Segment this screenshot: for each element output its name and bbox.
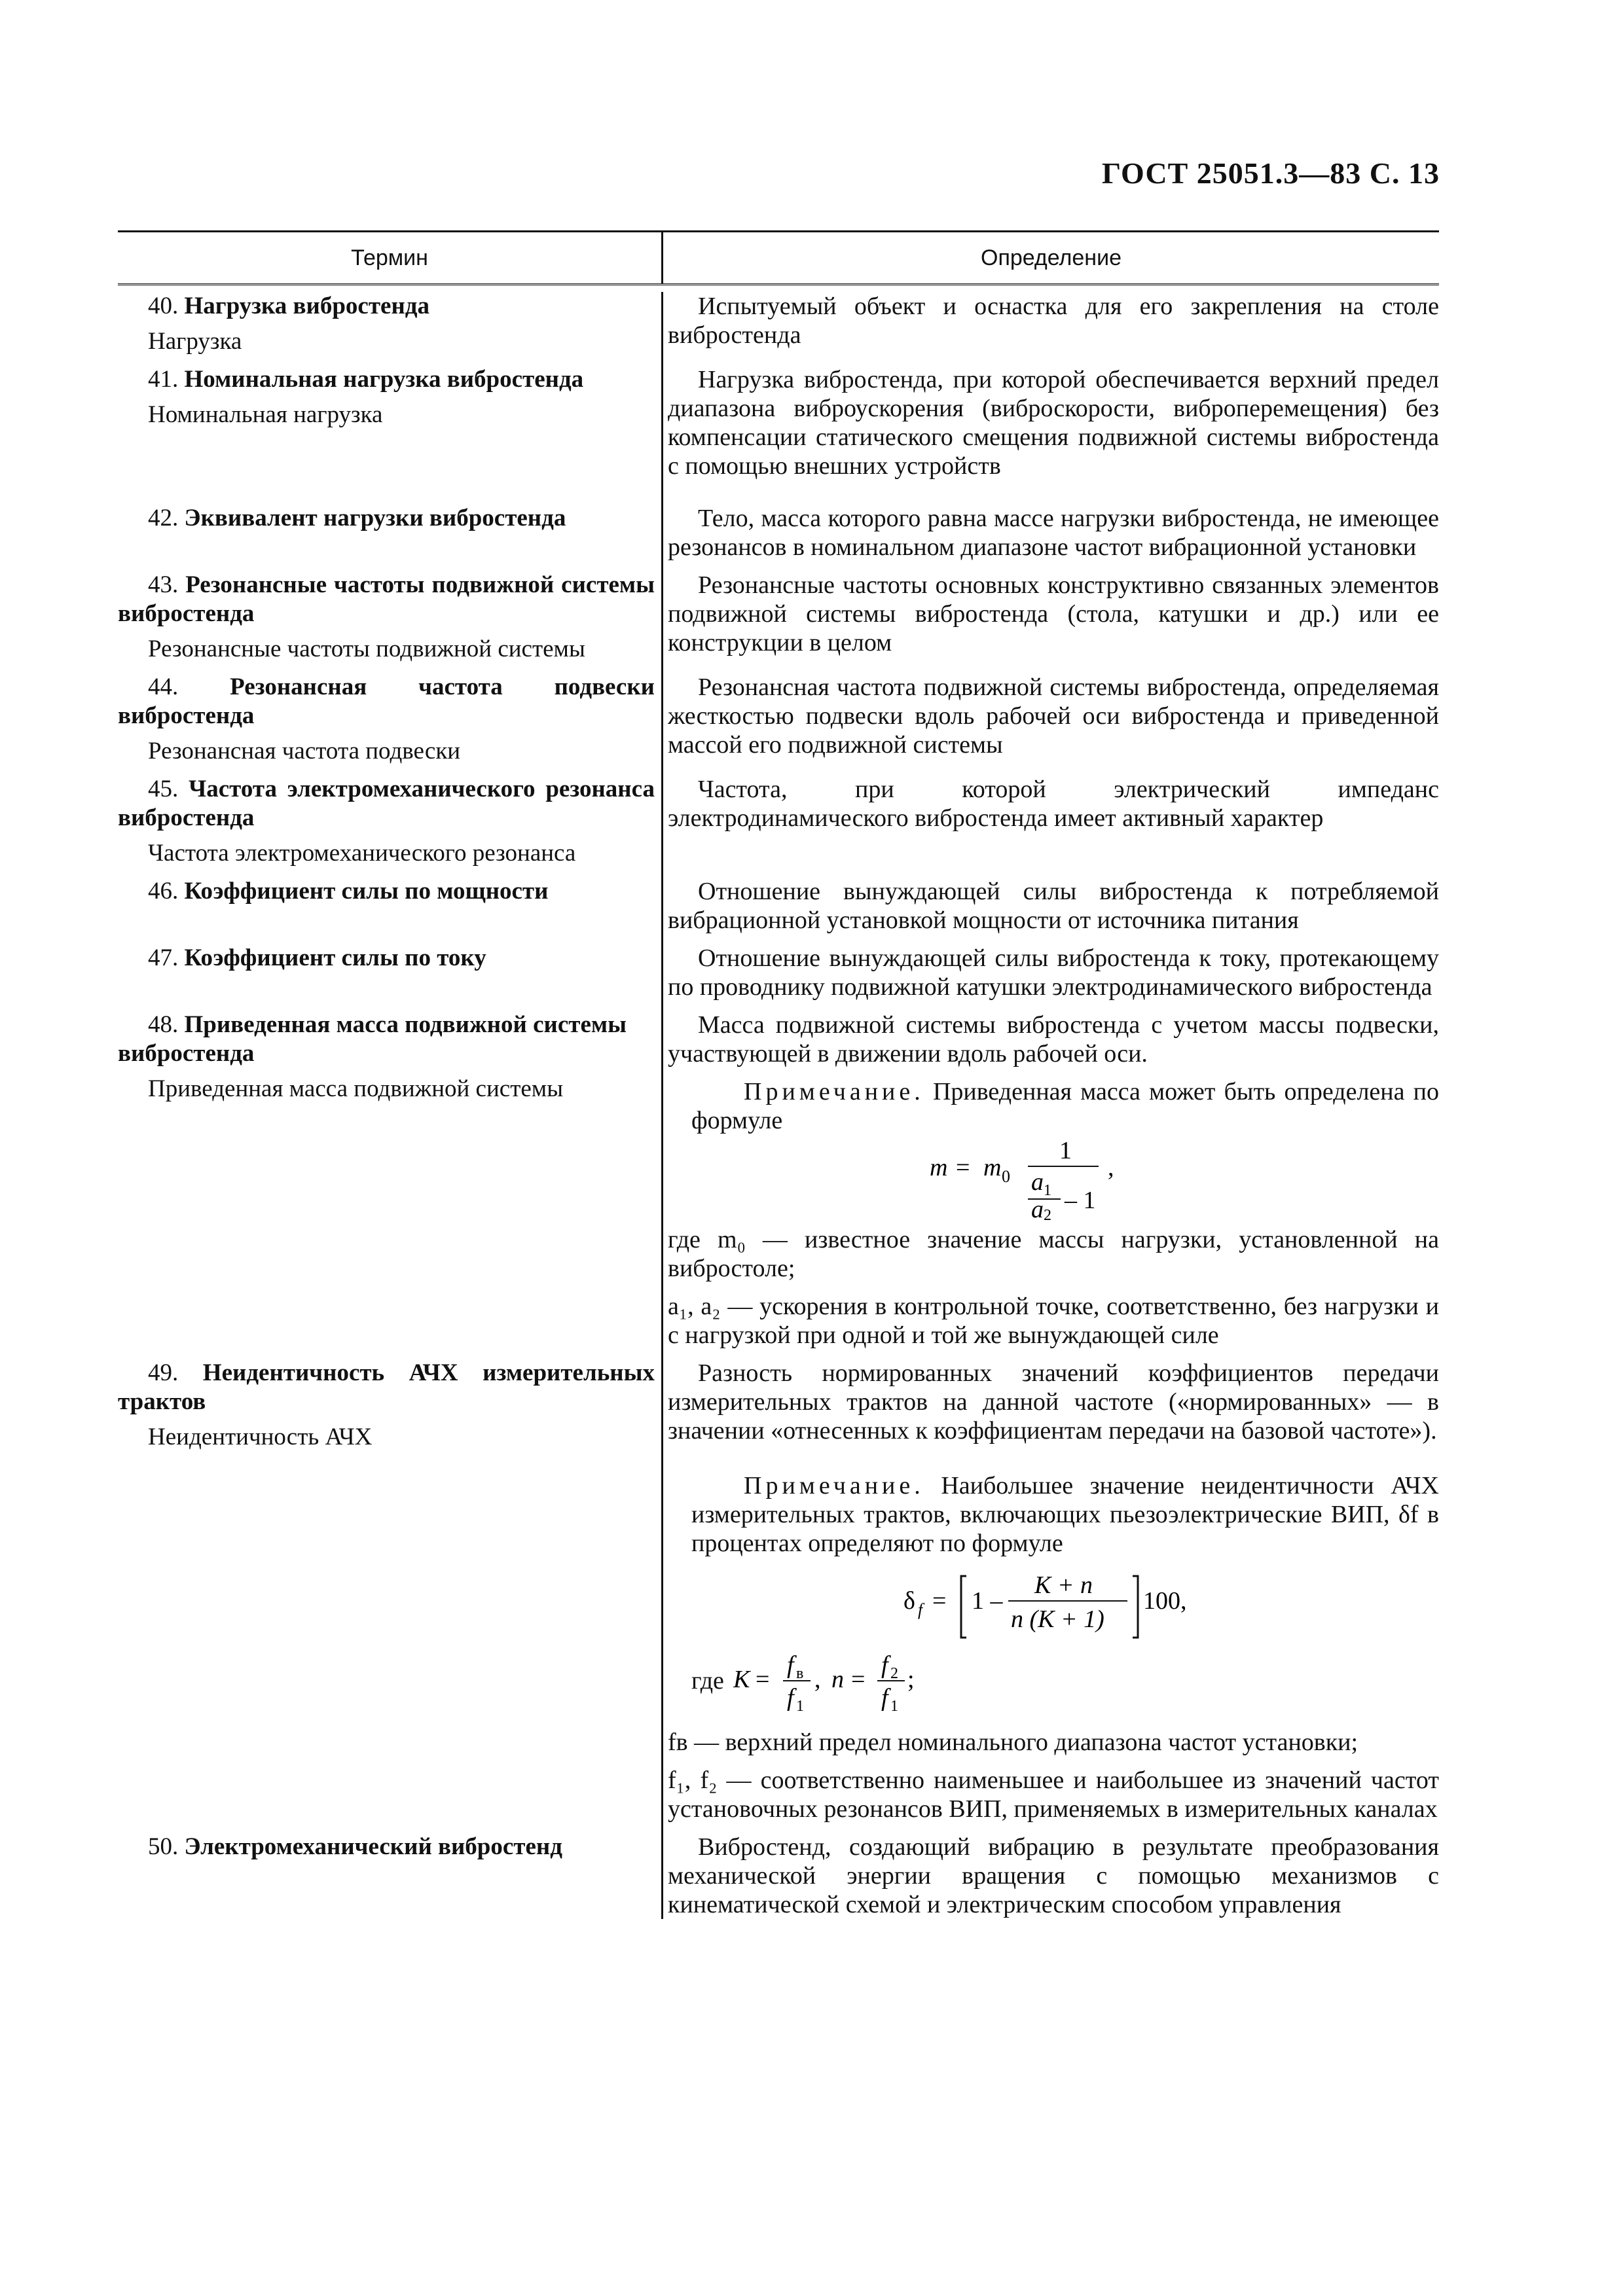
svg-text:f: f [918,1600,923,1619]
table-row: 40. Нагрузка вибростенда Нагрузка Испытуемый объект и оснастка для его закрепления на столе вибростенда [148,293,1439,355]
svg-text:– 1: – 1 [1065,1187,1096,1214]
note-label: Примечание. [744,1472,924,1499]
svg-text:,: , [814,1666,821,1693]
svg-text:100,: 100, [1143,1587,1187,1615]
terms-table [118,230,1439,1919]
svg-text:m: m [983,1154,1002,1181]
formula-m [668,1135,1439,1220]
table-row: 42. Эквивалент нагрузки вибростенда Тело, масса которого равна массе нагрузки вибростенда, не имеющее резонансов в номинальном диапазоне частот вибрационной установки [148,505,1439,561]
table-row: 44. Резонансная частота подвески вибростенда Резонансная частота подвески Резонансная частота подвижной системы вибростенда, определяемая жесткостью подвески вдоль рабочей оси вибростенда и приведенной массой его подвижной системы [118,673,1439,764]
table-header [118,230,1439,285]
svg-text:a: a [1031,1196,1044,1220]
document-header: ГОСТ 25051.3—83 С. 13 [1101,156,1440,190]
table-row: 41. Номинальная нагрузка вибростенда Номинальная нагрузка Нагрузка вибростенда, при которой обеспечивается верхний предел диапазона виброускорения (виброскорости, виброперемещения) без компенсации статического смещения подвижной системы вибростенда с помощью внешних устройств [148,366,1439,480]
formula-k-n: где K = f в f 1 , n = f 2 f 1 ; [691,1651,915,1715]
svg-text:2: 2 [890,1665,898,1682]
formula-delta [668,1558,1439,1643]
svg-text:0: 0 [1002,1167,1010,1186]
col-def-header: Определение [981,245,1122,270]
svg-text:;: ; [907,1666,915,1693]
svg-text:2: 2 [1044,1207,1051,1220]
svg-text:=: = [956,1154,970,1181]
svg-text:1: 1 [890,1698,898,1715]
svg-text:f: f [881,1684,888,1712]
svg-text:=: = [756,1666,770,1693]
svg-text:a: a [1031,1168,1044,1196]
svg-text:f: f [881,1651,888,1679]
note-label: Примечание. [744,1078,924,1105]
table-row: 50. Электромеханический вибростенд Вибростенд, создающий вибрацию в результате преобразования механической энергии вращения с помощью механизмов с кинематической схемой и электрическим способом управления [148,1833,1439,1918]
table-row: 43. Резонансные частоты подвижной системы вибростенда Резонансные частоты подвижной системы Резонансные частоты основных конструктивно связанных элементов подвижной системы вибростенда (стола, катушки и др.) или ее конструкции в целом [118,571,1439,662]
svg-text:f: f [787,1684,794,1712]
table-row: 46. Коэффициент силы по мощности Отношение вынуждающей силы вибростенда к потребляемой вибрационной установкой мощности от источника питания [148,878,1439,934]
svg-text:f: f [787,1651,794,1679]
svg-text:1 –: 1 – [972,1587,1003,1615]
svg-text:1: 1 [1059,1137,1072,1164]
svg-text:=: = [851,1666,866,1693]
table-row: 48. Приведенная масса подвижной системы вибростенда Приведенная масса подвижной системы Масса подвижной системы вибростенда с учетом массы подвески, участвующей в движении вдоль рабочей оси. Примечание. Приведенная масса может быть определена по формуле m = m 0 1 a 1 a 2 – 1 , где m₀ — известное значение массы нагрузки, установленной на вибростоле; a₁, a₂ — ускорения в контрольной точке, соответственно, без нагрузки и с нагрузкой при одной и той же вынуждающей силе [118,1011,1439,1349]
svg-text:1: 1 [1044,1182,1051,1199]
svg-text:n (K + 1): n (K + 1) [1011,1605,1104,1633]
svg-text:в: в [796,1665,804,1682]
table-row: 47. Коэффициент силы по току Отношение вынуждающей силы вибростенда к току, протекающему по проводнику подвижной катушки электродинамического вибростенда [148,944,1439,1001]
table-row: 49. Неидентичность АЧХ измерительных трактов Неидентичность АЧХ Разность нормированных значений коэффициентов передачи измерительных трактов на данной частоте («нормированных» — в значении «отнесенных к коэффициентам передачи на базовой частоте»). Примечание. Наибольшее значение неидентичности АЧХ измерительных трактов, включающих пьезоэлектрические ВИП, δf в процентах определяют по формуле δ f = 1 – K + n n (K + 1) 100, где K = f в f 1 , n = f 2 f 1 ; fв — верхний предел номинального диапазона частот установки; f₁, f₂ — соответственно наименьшее и наибольшее из значений частот установочных резонансов ВИП, применяемых в измерительных каналах [118,1359,1440,1823]
svg-text:K: K [733,1666,750,1693]
col-term-header: Термин [118,232,663,283]
table-body [118,292,1439,1919]
svg-text:n: n [831,1666,844,1693]
svg-text:=: = [932,1587,947,1615]
svg-text:,: , [1108,1154,1114,1181]
svg-text:K + n: K + n [1034,1571,1093,1599]
svg-text:m: m [930,1154,948,1181]
svg-text:δ: δ [903,1587,915,1615]
svg-text:1: 1 [796,1698,804,1715]
table-row: 45. Частота электромеханического резонанса вибростенда Частота электромеханического резонанса Частота, при которой электрический импеданс электродинамического вибростенда имеет активный характер [118,776,1439,867]
